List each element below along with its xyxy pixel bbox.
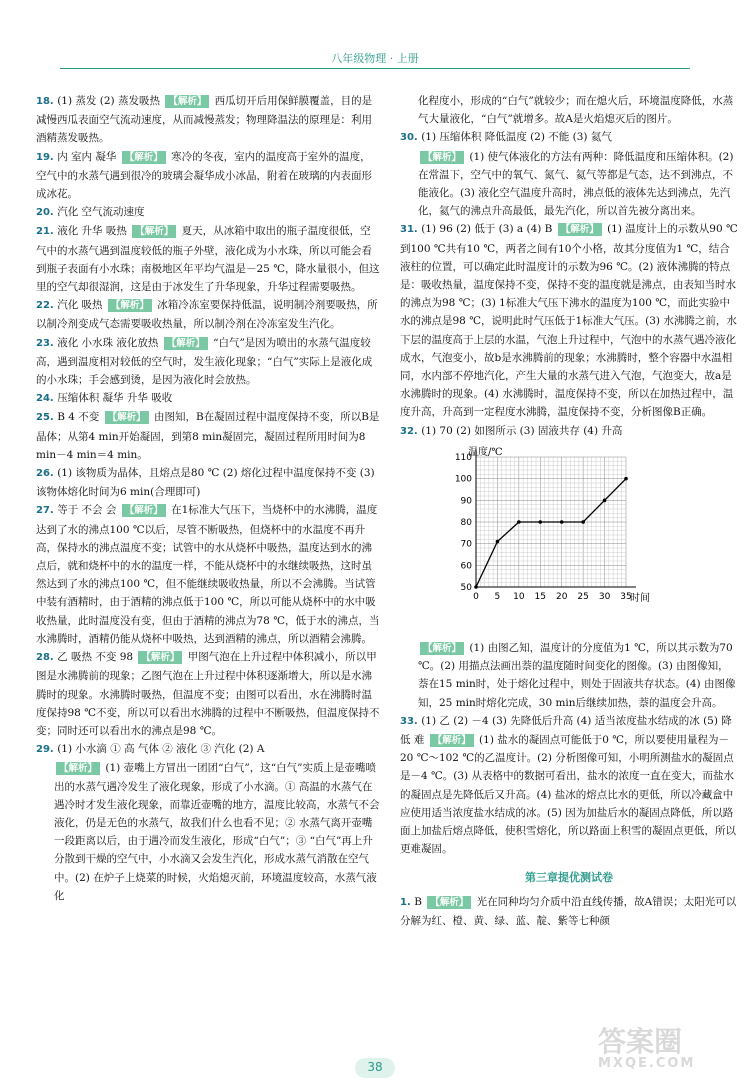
x-tick-label: 30 (598, 591, 611, 602)
x-tick-label: 5 (494, 591, 501, 602)
y-tick-label: 90 (460, 496, 472, 507)
section-title: 第三章提优测试卷 (525, 870, 613, 884)
analysis-text: 光在同种均匀介质中沿直线传播，故A错误；太阳光可以分解为红、橙、黄、绿、蓝、靛、紫等七种颜 (400, 895, 737, 927)
analysis-text: (1) 温度计上的示数从90 ℃到100 ℃共有10 ℃，两者之间有10个小格，故其分度值为1 ℃，结合液柱的位置，可以确定此时温度计的示数为96 ℃。(2) 液体沸腾的特点是：吸收热量，温度保持不变，保持不变的温度就是沸点，由表知当时水的沸点为98 ℃；(3) 1标准大气压下沸水的温度为100 ℃，而此实验中水的沸点是98 ℃，说明此时气压低于1标准大气压。(3) 水沸腾之前，水下层的温度高于上层的水温，气泡上升过程中，气泡中的水蒸气遇冷液化成水，气泡变小，故b是水沸腾前的现象；水沸腾时，整个容器中水温相同，水内部不停地汽化，产生大量的水蒸气进入气泡，气泡变大，故a是水沸腾时的现象。(4) 水沸腾时，温度保持不变，所以在加热过程中，温度升高，升高到一定程度水沸腾，温度保持不变，分析图像B正确。 (400, 223, 738, 419)
answer-text: (1) 压缩体积 降低温度 (2) 不能 (3) 氦气 (421, 131, 612, 144)
left-answer-6 (36, 389, 381, 408)
analysis-tag: 【解析】 (420, 642, 464, 655)
answer-number: 25. (36, 412, 58, 424)
data-point (474, 585, 478, 589)
answer-number: 20. (36, 207, 58, 219)
series-line (476, 479, 626, 587)
analysis-tag: 【解析】 (164, 337, 208, 350)
analysis-text: (1) 使气体液化的方法有两种：降低温度和压缩体积。(2) 在常温下，空气中的氧气、氮气、氦气等都是气态，达不到沸点，不能液化。(3) 液化空气温度升高时，沸点低的液体先达到沸点，先汽化，氦气的沸点升高最低，最先汽化，所以首先被分离出来。 (418, 150, 734, 218)
page-number: 38 (355, 1060, 395, 1074)
analysis-text: 在1标准大气压下，当烧杯中的水沸腾，温度达到了水的沸点100 ℃以后，尽管不断吸热，但烧杯中的水温度不再升高，保持水的沸点温度不变；试管中的水从烧杯中吸热，温度达到水的沸点后，就和烧杯中的水的温度一样，不能从烧杯中的水继续吸热，这时虽然达到了水的沸点100 ℃，但不能继续吸收热量，所以不会沸腾。当试管中装有酒精时，由于酒精的沸点低于100 ℃，所以可能从烧杯中的水中吸收热量，此时温度没有变，但由于酒精的沸点为78 ℃，低于水的沸点，当水沸腾时，酒精仍能从烧杯中吸热，达到酒精的沸点，所以酒精会沸腾。 (36, 504, 380, 645)
analysis-text: 寒冷的冬夜，室内的温度高于室外的温度，空气中的水蒸气遇到很冷的玻璃会凝华成小冰晶，附着在玻璃的内表面形成冰花。 (36, 150, 372, 201)
analysis-text: 西瓜切开后用保鲜膜覆盖，目的是减慢西瓜表面空气流动速度，从而减慢蒸发；物理降温法的原理是：利用酒精蒸发吸热。 (36, 95, 373, 145)
left-answer-5 (36, 334, 381, 390)
answer-number: 22. (36, 300, 58, 312)
right2-answer-0 (400, 148, 738, 221)
answer-number: 29. (36, 744, 58, 756)
y-tick-label: 100 (454, 474, 472, 485)
analysis-tag: 【解析】 (138, 651, 182, 664)
x-axis-label: 时间 (630, 592, 650, 604)
data-point (496, 540, 500, 544)
analysis-tag: 【解析】 (430, 734, 474, 747)
answer-number: 26. (36, 468, 58, 480)
answer-number: 32. (400, 425, 422, 437)
answer-text: 液化 小水珠 液化放热 (57, 336, 162, 349)
answer-text: 乙 吸热 不变 98 (57, 651, 137, 664)
answer-text: 液化 升华 吸热 (57, 225, 131, 238)
right0-answer-0 (400, 92, 738, 128)
analysis-tag: 【解析】 (427, 896, 471, 909)
analysis-text: “白气”是因为喷出的水蒸气温度较高，遇到温度相对较低的空气时，发生液化现象；“白气”实际上是液化成的小水珠；手会感到烫，是因为液化时会放热。 (36, 336, 373, 387)
data-point (624, 477, 628, 481)
analysis-tag: 【解析】 (420, 151, 464, 164)
right4-answer-0 (400, 422, 738, 441)
answer-text: B (414, 895, 426, 908)
answer-text: 压缩体积 凝华 升华 吸收 (57, 392, 173, 405)
answer-number: 19. (36, 151, 58, 163)
answer-number: 24. (36, 393, 58, 405)
analysis-text: 夏天，从冰箱中取出的瓶子温度很低，空气中的水蒸气遇到温度较低的瓶子外壁，液化成为小水珠，所以可能会看到瓶子表面有小水珠；南极地区年平均气温是－25 ℃，降水量很小，但这里的空气却很湿润，这是由于冰发生了升华现象，升华过程需要吸热。 (36, 225, 380, 294)
data-point (603, 498, 607, 502)
answer-number: 31. (400, 224, 422, 236)
left-answer-0 (36, 92, 381, 148)
y-tick-label: 80 (460, 517, 472, 528)
right1-answer-0 (400, 128, 738, 147)
y-tick-label: 70 (460, 539, 472, 550)
right-column (400, 92, 738, 930)
data-point (581, 520, 585, 524)
answer-text: (1) 小水滴 ① 高 气体 ② 液化 ③ 汽化 (2) A (57, 743, 265, 756)
analysis-tag: 【解析】 (558, 223, 602, 236)
left-answer-9 (36, 501, 381, 648)
data-point (538, 520, 542, 524)
x-tick-label: 15 (534, 591, 547, 602)
y-axis-label: 温度/℃ (468, 446, 503, 458)
temperature-time-chart (438, 446, 650, 629)
answer-text: 汽化 空气流动速度 (57, 206, 145, 219)
answer-number: 28. (36, 652, 58, 664)
answer-text: (1) 乙 (2) －4 (3) 先降低后升高 (4) 适当浓度盐水结成的冰 (5) 降低 难 (400, 714, 732, 747)
left-answer-1 (36, 148, 381, 204)
analysis-text: (1) 盐水的凝固点可能低于0 ℃，所以要使用量程为－20 ℃～102 ℃的乙温度计。(2) 分析图像可知，小明所测盐水的凝固点是－4 ℃。(3) 从表格中的数据可看出，盐水的浓度一直在变大，而盐水的凝固点是先降低后又升高。(4) 盐冰的熔点比水的更低，所以冷藏盒中应使用适当浓度盐水结成的冰。(5) 因为加盐后水的凝固点降低，所以路面上加盐后熔点降低，使积雪熔化，所以路面上积雪的凝固点更低，所以更难凝固。 (400, 734, 736, 856)
answer-text: (1) 70 (2) 如图所示 (3) 固液共存 (4) 升高 (421, 424, 623, 437)
answer-number: 23. (36, 337, 58, 349)
analysis-text: (1) 由图乙知，温度计的分度值为1 ℃，所以其示数为70 ℃。(2) 用描点法画出萘的温度随时间变化的图像。(3) 由图像知，萘在15 min时，处于熔化过程中，则处于固液共存状态。(4) 由图像知，25 min时熔化完成，30 min后继续加热，萘的温度会升高。 (418, 642, 736, 709)
analysis-tag: 【解析】 (105, 411, 149, 424)
analysis-text: 由图知，B在凝固过程中温度保持不变，所以B是晶体；从第4 min开始凝固，到第8 min凝固完，凝固过程所用时间为8 min－4 min＝4 min。 (36, 411, 380, 461)
answer-number: 1. (400, 896, 415, 908)
right-answer-last (400, 893, 738, 930)
right5-answer-0 (400, 639, 738, 712)
analysis-text: 甲图气泡在上升过程中体积减小，所以甲图是水沸腾前的现象；乙图气泡在上升过程中体积逐渐增大，所以是水沸腾时的现象。水沸腾时吸热，但温度不变；由图可以看出，水在沸腾时温度保持98 ℃不变，所以可以看出水沸腾的过程中不断吸热，但温度保持不变；同时还可以看出水的沸点是98 ℃。 (36, 651, 380, 737)
page-header: 八年级物理 · 上册 (331, 52, 419, 65)
answer-text: (1) 该物质为晶体，且熔点是80 ℃ (2) 熔化过程中温度保持不变 (3) 该物体熔化时间为6 min(合理即可) (36, 467, 375, 499)
x-tick-label: 10 (513, 591, 525, 602)
x-tick-label: 25 (577, 591, 589, 602)
answer-text: B 4 不变 (57, 411, 103, 424)
right6-answer-0 (400, 712, 738, 859)
y-tick-label: 50 (460, 582, 472, 593)
left-answer-10 (36, 648, 381, 740)
analysis-tag: 【解析】 (108, 299, 152, 312)
analysis-text: (1) 壶嘴上方冒出一团团“白气”，这“白气”实质上是壶嘴喷出的水蒸气遇冷发生了液化现象，形成了小水滴。① 高温的水蒸气在遇冷时才发生液化现象，而靠近壶嘴的地方，温度比较高，水蒸气不会液化，仍是无色的水蒸气，故我们什么也看不见；② 水蒸气离开壶嘴一段距离以后，由于遇冷而发生液化，形成“白气”；③ “白气”再上升分散到干燥的空气中，小水滴又会发生汽化，形成水蒸气消散在空气中。(2) 在炉子上烧菜的时候，火焰熄灭前，环境温度较高，水蒸气液化 (54, 762, 380, 902)
left-answer-11 (36, 740, 381, 759)
answer-text: 汽化 吸热 (57, 299, 106, 312)
analysis-text: 化程度小，形成的“白气”就较少；而在熄火后，环境温度降低，水蒸气大量液化，“白气”就增多。故A是火焰熄灭后的图片。 (418, 95, 734, 126)
left-answer-7 (36, 408, 381, 464)
analysis-tag: 【解析】 (132, 225, 176, 238)
answer-text: 内 室内 凝华 (57, 150, 120, 163)
answer-number: 18. (36, 96, 58, 107)
data-point (517, 520, 521, 524)
answer-number: 27. (36, 505, 58, 517)
x-tick-label: 20 (555, 591, 568, 602)
answer-number: 33. (400, 715, 422, 727)
answer-number: 21. (36, 226, 58, 238)
left-answer-4 (36, 296, 381, 333)
answer-text: 等于 不会 会 (57, 504, 120, 517)
left-answer-2 (36, 203, 381, 222)
analysis-tag: 【解析】 (122, 151, 166, 164)
answer-text: (1) 蒸发 (2) 蒸发吸热 (57, 95, 164, 107)
axes (476, 449, 636, 587)
y-tick-label: 110 (454, 452, 472, 463)
y-tick-label: 60 (460, 561, 472, 572)
watermark-logo: 答案圈 MXQE.COM (598, 1025, 696, 1071)
x-tick-label: 35 (620, 591, 632, 602)
right3-answer-0 (400, 220, 738, 421)
data-point (560, 520, 564, 524)
x-tick-label: 0 (473, 591, 479, 602)
answer-text: (1) 96 (2) 低于 (3) a (4) B (421, 223, 556, 236)
answer-number: 30. (400, 132, 422, 144)
left-answer-12 (36, 759, 381, 905)
left-answer-3 (36, 222, 381, 296)
header-divider (60, 68, 690, 69)
analysis-tag: 【解析】 (56, 762, 100, 775)
left-column (36, 92, 381, 905)
analysis-tag: 【解析】 (122, 504, 166, 517)
analysis-tag: 【解析】 (165, 95, 209, 108)
left-answer-8 (36, 464, 381, 501)
analysis-text: 冰箱冷冻室要保持低温，说明制冷剂要吸热，所以制冷剂变成气态需要吸收热量，所以制冷剂在冷冻室发生汽化。 (36, 299, 378, 331)
